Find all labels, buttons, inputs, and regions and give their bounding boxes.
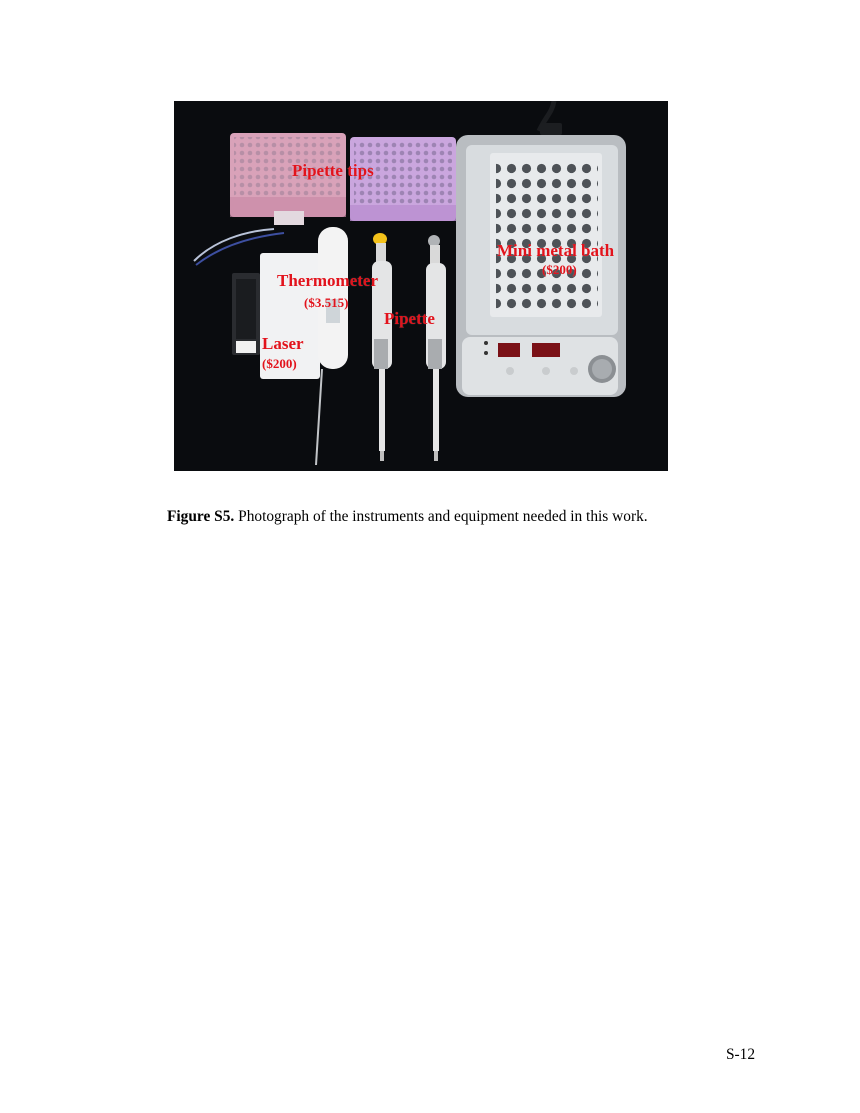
label-laser-price: ($200) bbox=[262, 356, 297, 371]
label-pipette-tips: Pipette tips bbox=[292, 161, 374, 180]
label-thermometer: Thermometer bbox=[277, 271, 379, 290]
label-mini-metal-bath-price: ($200) bbox=[542, 262, 577, 277]
label-mini-metal-bath: Mini metal bath bbox=[497, 241, 615, 260]
label-thermometer-price: ($3.515) bbox=[304, 295, 349, 310]
label-laser: Laser bbox=[262, 334, 304, 353]
metal-bath-device bbox=[456, 135, 626, 397]
caption-text: Photograph of the instruments and equipment needed in this work. bbox=[234, 508, 648, 525]
equipment-photo bbox=[174, 101, 668, 471]
page-number: S-12 bbox=[726, 1046, 756, 1063]
label-pipette: Pipette bbox=[384, 309, 435, 328]
equipment-photo-illustration bbox=[174, 101, 668, 471]
figure-caption bbox=[167, 508, 648, 526]
caption-label: Figure S5. bbox=[167, 508, 235, 525]
